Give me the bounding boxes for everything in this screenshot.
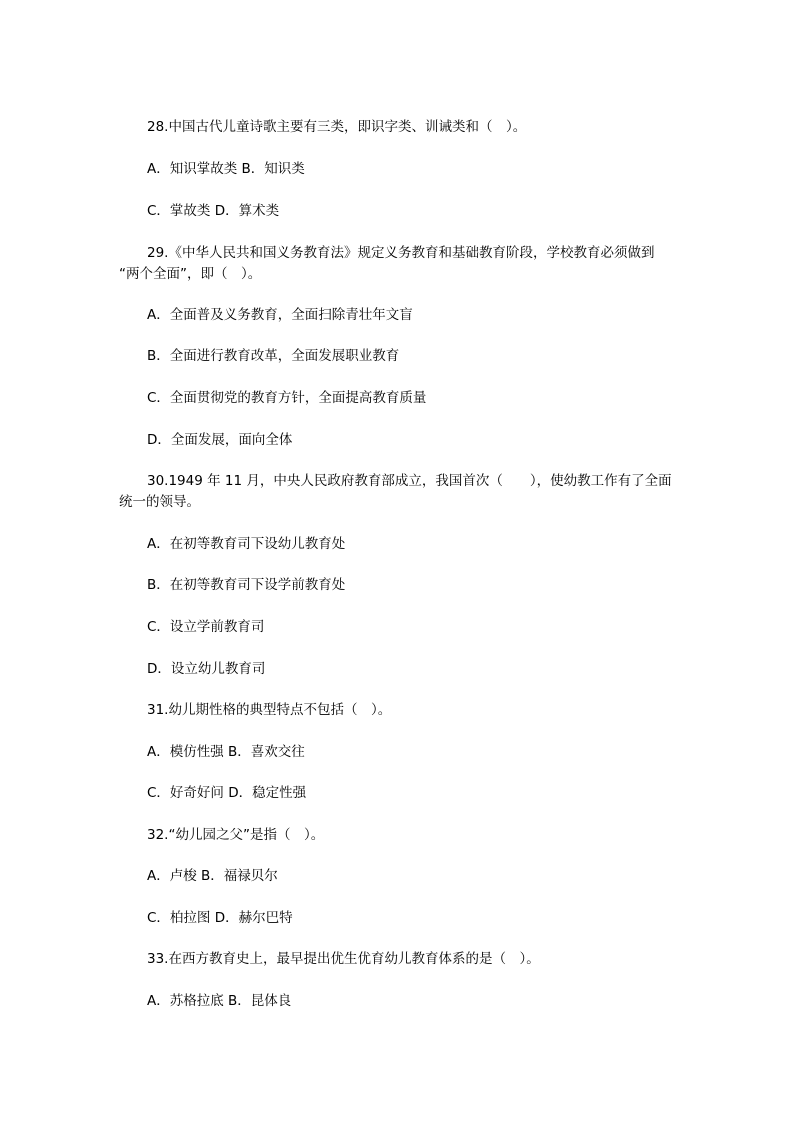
question-29-option-c: C．全面贯彻党的教育方针，全面提高教育质量 <box>147 390 427 406</box>
question-30-option-d: D．设立幼儿教育司 <box>147 661 266 677</box>
question-30-option-b: B．在初等教育司下设学前教育处 <box>147 577 346 593</box>
question-28-option-ab: A．知识掌故类 B．知识类 <box>147 161 305 177</box>
question-28-stem: 28.中国古代儿童诗歌主要有三类，即识字类、训诫类和（ ）。 <box>147 119 527 135</box>
question-33-option-ab: A．苏格拉底 B．昆体良 <box>147 993 292 1009</box>
question-30-option-a: A．在初等教育司下设幼儿教育处 <box>147 536 346 552</box>
question-32-stem: 32.“幼儿园之父”是指（ ）。 <box>147 827 325 843</box>
question-30-stem: 30.1949 年 11 月，中央人民政府教育部成立，我国首次（ ），使幼教工作有了全面 <box>147 473 672 489</box>
question-29-stem: 29.《中华人民共和国义务教育法》规定义务教育和基础教育阶段，学校教育必须做到 <box>147 245 655 261</box>
question-33-stem: 33.在西方教育史上，最早提出优生优育幼儿教育体系的是（ ）。 <box>147 951 540 967</box>
question-31-option-cd: C．好奇好问 D．稳定性强 <box>147 785 307 801</box>
question-28-option-cd: C．掌故类 D．算术类 <box>147 203 280 219</box>
question-32-option-cd: C．柏拉图 D．赫尔巴特 <box>147 910 293 926</box>
question-30-option-c: C．设立学前教育司 <box>147 619 265 635</box>
question-30-stem-continued: 统一的领导。 <box>119 494 200 510</box>
question-29-option-b: B．全面进行教育改革，全面发展职业教育 <box>147 348 400 364</box>
question-29-option-d: D．全面发展，面向全体 <box>147 432 293 448</box>
question-29-stem-continued: “两个全面”，即（ ）。 <box>119 266 262 282</box>
question-31-stem: 31.幼儿期性格的典型特点不包括（ ）。 <box>147 702 392 718</box>
question-29-option-a: A．全面普及义务教育，全面扫除青壮年文盲 <box>147 307 413 323</box>
question-31-option-ab: A．模仿性强 B．喜欢交往 <box>147 744 305 760</box>
question-32-option-ab: A．卢梭 B．福禄贝尔 <box>147 868 278 884</box>
